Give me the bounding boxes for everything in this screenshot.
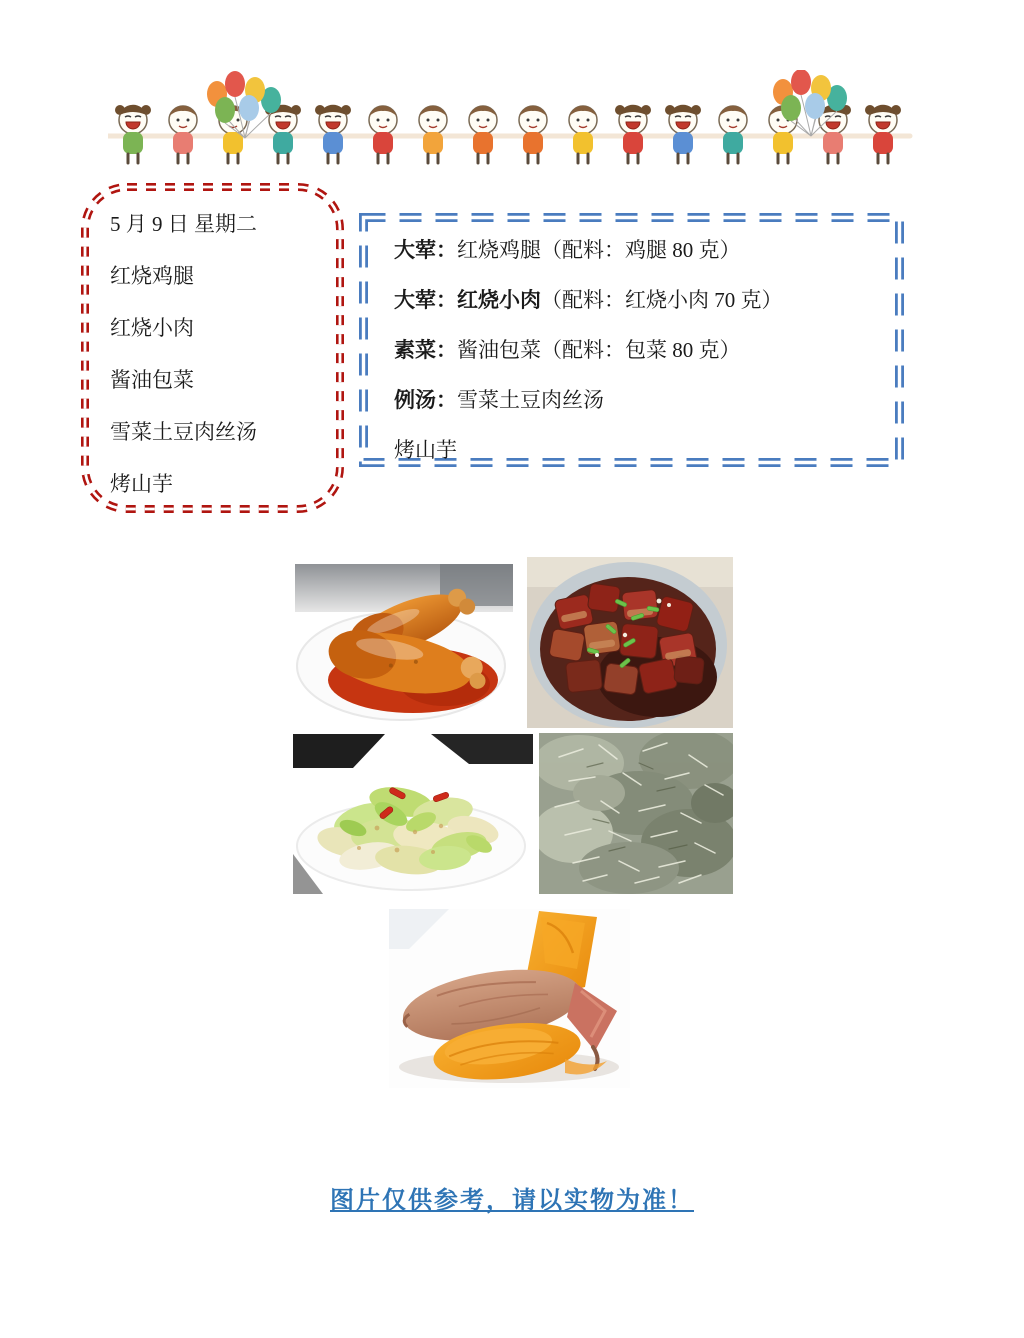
course-text: 烤山芋	[394, 438, 457, 462]
course-text: 酱油包菜（配料：包菜 80 克）	[457, 338, 741, 362]
left-menu-box	[80, 182, 345, 514]
detail-line-2	[394, 275, 893, 325]
course-label: 例汤：	[394, 388, 457, 412]
menu-dish-4: 雪菜土豆肉丝汤	[110, 420, 257, 444]
soy-sauce-cabbage-photo	[293, 734, 533, 894]
pickled-greens-potato-shredded-pork-soup-photo	[539, 733, 733, 894]
course-label: 大荤：红烧小肉	[394, 288, 541, 312]
roasted-sweet-potato-photo	[389, 909, 630, 1088]
detail-line-4	[394, 375, 893, 425]
footer-note	[0, 1180, 1024, 1215]
menu-dish-1: 红烧鸡腿	[110, 264, 194, 288]
detail-menu-lines	[394, 225, 893, 475]
menu-dish-3: 酱油包菜	[110, 368, 194, 392]
detail-menu-box	[358, 212, 905, 468]
menu-dish-2: 红烧小肉	[110, 316, 194, 340]
left-menu-lines	[110, 198, 331, 510]
course-label: 素菜：	[394, 338, 457, 362]
children-banner-illustration	[108, 70, 930, 174]
detail-line-3	[394, 325, 893, 375]
braised-chicken-drumsticks-photo	[295, 564, 513, 723]
detail-line-1	[394, 225, 893, 275]
course-text: （配料：红烧小肉 70 克）	[541, 288, 783, 312]
course-text: 雪菜土豆肉丝汤	[457, 388, 604, 412]
detail-line-5	[394, 425, 893, 475]
menu-dish-5: 烤山芋	[110, 472, 173, 496]
braised-pork-belly-photo	[527, 557, 733, 728]
menu-date: 5 月 9 日 星期二	[110, 212, 257, 236]
course-text: 红烧鸡腿（配料：鸡腿 80 克）	[457, 238, 741, 262]
course-label: 大荤：	[394, 238, 457, 262]
footer-note-text: 图片仅供参考，请以实物为准！	[330, 1188, 694, 1214]
